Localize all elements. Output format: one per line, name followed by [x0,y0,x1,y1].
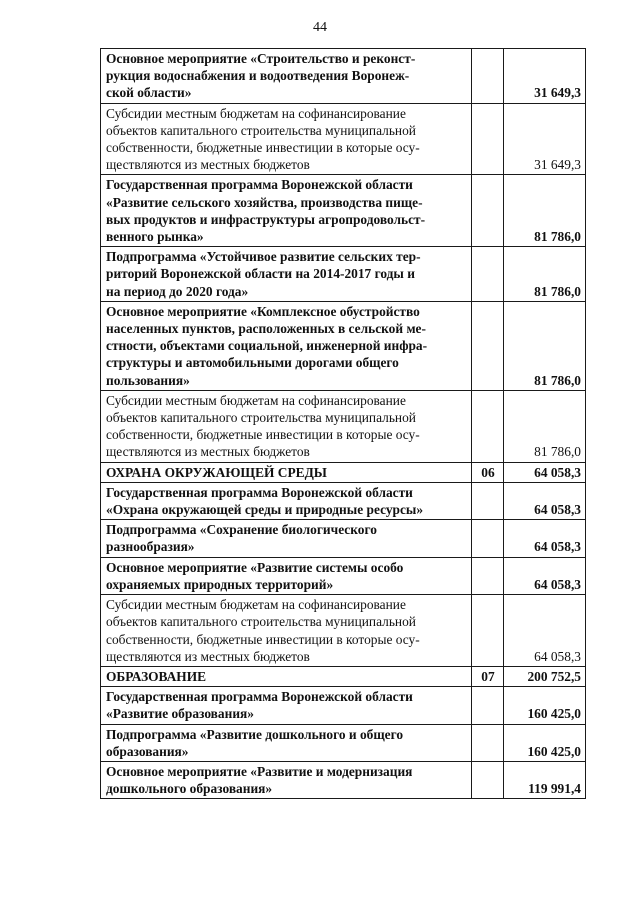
row-section-code-cell [472,301,504,390]
table-row [101,49,586,104]
budget-table [100,48,586,799]
row-section-code-cell [472,595,504,667]
row-amount-cell: 200 752,5 [504,666,586,686]
row-amount-cell: 81 786,0 [504,175,586,247]
row-name-cell: Подпрограмма «Развитие дошкольного и общего образования» [101,724,472,761]
row-section-code-cell [472,390,504,462]
row-name-cell: Государственная программа Воронежской области «Развитие образования» [101,687,472,724]
row-name-cell: Подпрограмма «Сохранение биологического разнообразия» [101,520,472,557]
row-name-cell: ОХРАНА ОКРУЖАЮЩЕЙ СРЕДЫ [101,462,472,482]
row-amount-cell: 64 058,3 [504,595,586,667]
table-row [101,175,586,247]
row-name-cell: Субсидии местным бюджетам на софинансирование объектов капитального строительства муниципальной собственности, бюджетные инвестиции в которые осу- ществляются из местных бюджетов [101,390,472,462]
row-name-cell: Основное мероприятие «Развитие и модернизация дошкольного образования» [101,761,472,798]
row-amount-cell: 160 425,0 [504,724,586,761]
table-row [101,301,586,390]
row-name-cell: Основное мероприятие «Строительство и реконст- рукция водоснабжения и водоотведения Воронеж- ской области» [101,49,472,104]
row-section-code-cell [472,761,504,798]
row-section-code-cell [472,557,504,594]
row-name-cell: Субсидии местным бюджетам на софинансирование объектов капитального строительства муниципальной собственности, бюджетные инвестиции в которые осу- ществляются из местных бюджетов [101,103,472,175]
row-section-code-cell [472,724,504,761]
table-row [101,761,586,798]
row-amount-cell: 81 786,0 [504,390,586,462]
table-row [101,390,586,462]
row-name-cell: Субсидии местным бюджетам на софинансирование объектов капитального строительства муниципальной собственности, бюджетные инвестиции в которые осу- ществляются из местных бюджетов [101,595,472,667]
row-amount-cell: 119 991,4 [504,761,586,798]
row-section-code-cell: 06 [472,462,504,482]
table-row [101,462,586,482]
budget-table-body [101,49,586,799]
row-section-code-cell [472,687,504,724]
row-name-cell: Основное мероприятие «Развитие системы особо охраняемых природных территорий» [101,557,472,594]
row-amount-cell: 31 649,3 [504,103,586,175]
row-amount-cell: 31 649,3 [504,49,586,104]
table-row [101,247,586,302]
row-amount-cell: 160 425,0 [504,687,586,724]
row-amount-cell: 81 786,0 [504,301,586,390]
row-section-code-cell [472,482,504,519]
page-number: 44 [313,20,327,35]
row-name-cell: Государственная программа Воронежской области «Развитие сельского хозяйства, производства пище- вых продуктов и инфраструктуры агропродовольст- венного рынка» [101,175,472,247]
row-section-code-cell [472,520,504,557]
table-row [101,520,586,557]
row-amount-cell: 81 786,0 [504,247,586,302]
row-name-cell: Подпрограмма «Устойчивое развитие сельских тер- риторий Воронежской области на 2014-2017 годы и на период до 2020 года» [101,247,472,302]
table-row [101,557,586,594]
table-row [101,666,586,686]
table-row [101,103,586,175]
row-name-cell: ОБРАЗОВАНИЕ [101,666,472,686]
row-amount-cell: 64 058,3 [504,557,586,594]
table-row [101,724,586,761]
row-section-code-cell [472,247,504,302]
row-amount-cell: 64 058,3 [504,462,586,482]
row-section-code-cell [472,49,504,104]
row-amount-cell: 64 058,3 [504,520,586,557]
table-row [101,687,586,724]
row-name-cell: Государственная программа Воронежской области «Охрана окружающей среды и природные ресурсы» [101,482,472,519]
table-row [101,482,586,519]
row-name-cell: Основное мероприятие «Комплексное обустройство населенных пунктов, расположенных в сельской ме- стности, объектами социальной, инженерной инфра- структуры и автомобильными дорогами общего пользования» [101,301,472,390]
row-section-code-cell [472,175,504,247]
row-section-code-cell [472,103,504,175]
row-section-code-cell: 07 [472,666,504,686]
table-row [101,595,586,667]
row-amount-cell: 64 058,3 [504,482,586,519]
